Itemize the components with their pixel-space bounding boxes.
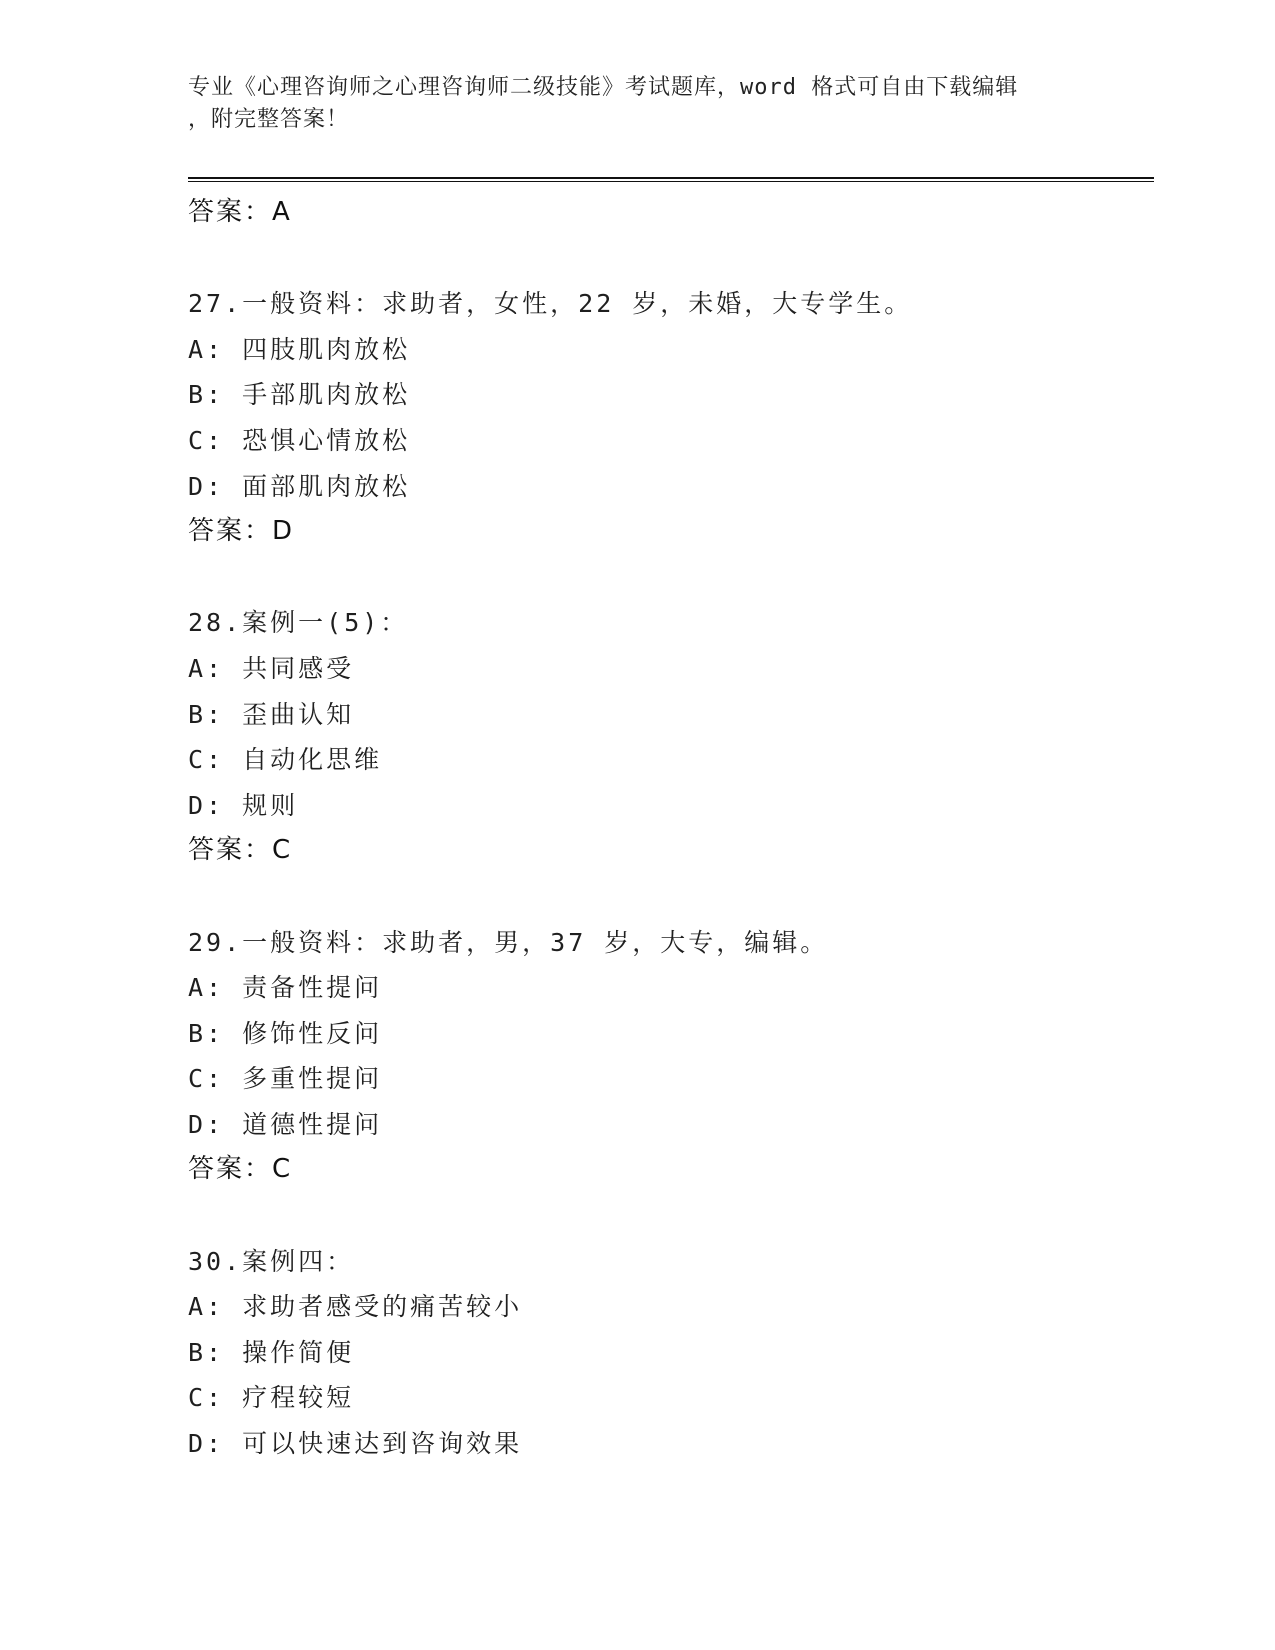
question-list [188, 190, 1148, 1467]
question-27 [188, 281, 1148, 555]
option-b: B: 操作简便 [188, 1337, 355, 1367]
option-c: C: 疗程较短 [188, 1383, 355, 1413]
header-line-2: ，附完整答案！ [188, 107, 350, 132]
spacer [188, 555, 1148, 601]
option-a: A: 四肢肌肉放松 [188, 334, 411, 364]
question-stem: 29.一般资料：求助者，男，37 岁，大专，编辑。 [188, 927, 829, 957]
header-line-1: 专业《心理咨询师之心理咨询师二级技能》考试题库，word 格式可自由下载编辑 [188, 75, 1019, 100]
question-stem: 27.一般资料：求助者，女性，22 岁，未婚，大专学生。 [188, 289, 913, 319]
answer-line: 答案：D [188, 516, 295, 547]
header-divider [188, 177, 1154, 182]
answer-line: 答案：C [188, 835, 293, 866]
option-a: A: 责备性提问 [188, 973, 383, 1003]
option-d: D: 规则 [188, 790, 299, 820]
page-header [188, 72, 1088, 136]
question-29 [188, 920, 1148, 1194]
previous-answer: 答案：A [188, 197, 292, 227]
question-30 [188, 1239, 1148, 1467]
question-28 [188, 600, 1148, 874]
spacer [188, 1193, 1148, 1239]
spacer [188, 236, 1148, 282]
option-b: B: 歪曲认知 [188, 699, 355, 729]
answer-line: 答案：C [188, 1154, 293, 1185]
option-d: D: 面部肌肉放松 [188, 471, 411, 501]
option-c: C: 多重性提问 [188, 1064, 383, 1094]
question-stem: 30.案例四： [188, 1246, 355, 1276]
option-a: A: 共同感受 [188, 653, 355, 683]
option-a: A: 求助者感受的痛苦较小 [188, 1292, 523, 1322]
option-b: B: 修饰性反问 [188, 1018, 383, 1048]
option-c: C: 自动化思维 [188, 745, 383, 775]
option-c: C: 恐惧心情放松 [188, 425, 411, 455]
option-d: D: 道德性提问 [188, 1109, 383, 1139]
option-d: D: 可以快速达到咨询效果 [188, 1429, 523, 1459]
spacer [188, 874, 1148, 920]
option-b: B: 手部肌肉放松 [188, 380, 411, 410]
question-stem: 28.案例一(5)： [188, 608, 409, 638]
